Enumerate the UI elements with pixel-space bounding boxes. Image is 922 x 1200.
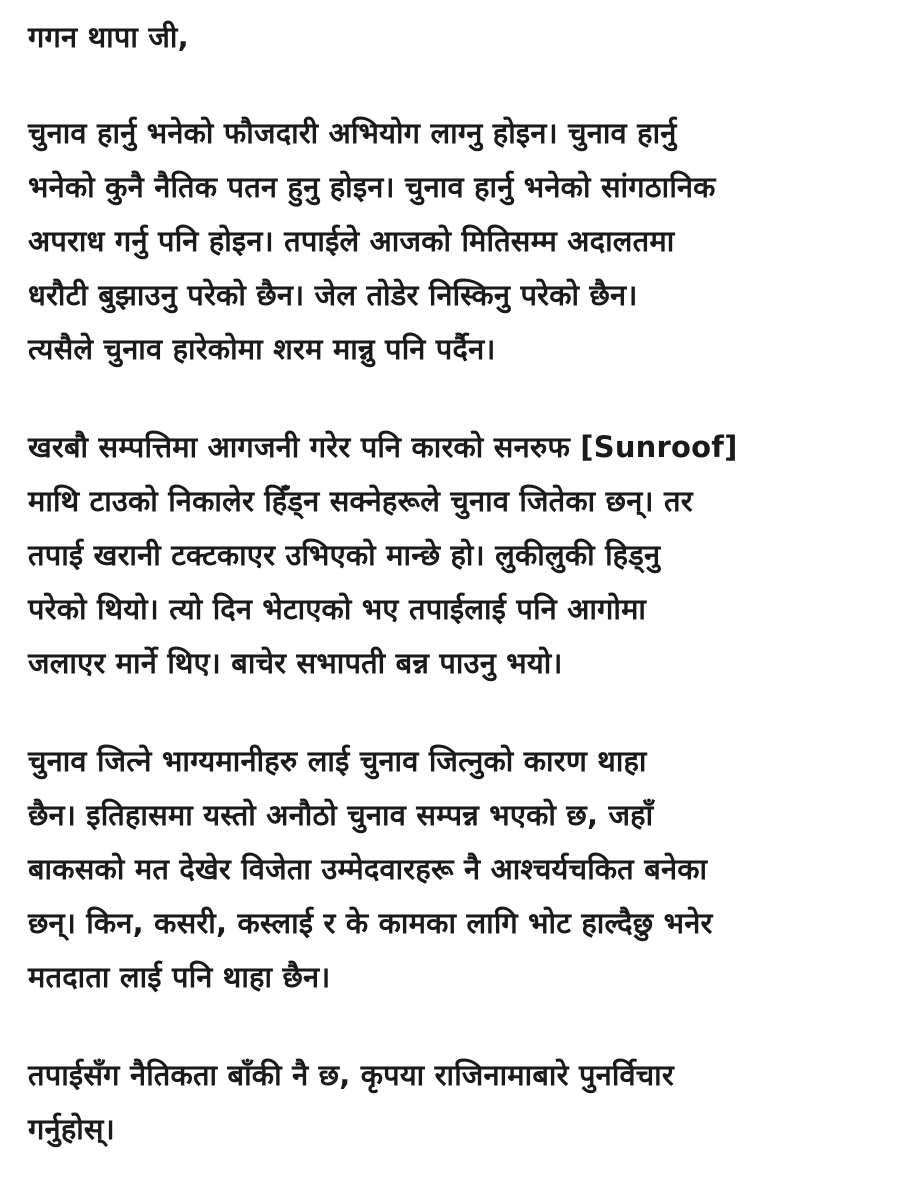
paragraph-spacer bbox=[28, 376, 908, 420]
paragraph-line: माथि टाउको निकालेर हिँड्न सक्नेहरूले चुनाव जितेका छन्। तर bbox=[28, 484, 693, 518]
letter-document bbox=[28, 10, 908, 1156]
paragraph-line: धरौटी बुझाउनु परेको छैन। जेल तोडेर निस्किनु परेको छैन। bbox=[28, 278, 638, 312]
paragraph-3 bbox=[28, 734, 908, 1004]
paragraph-1 bbox=[28, 106, 908, 376]
paragraph-line: परेको थियो। त्यो दिन भेटाएको भए तपाईलाई पनि आगोमा bbox=[28, 592, 647, 626]
paragraph-spacer bbox=[28, 690, 908, 734]
paragraph-line: चुनाव हार्नु भनेको फौजदारी अभियोग लाग्नु होइन। चुनाव हार्नु bbox=[28, 116, 677, 150]
paragraph-line: अपराध गर्नु पनि होइन। तपाईले आजको मितिसम्म अदालतमा bbox=[28, 224, 675, 258]
paragraph-line: मतदाता लाई पनि थाहा छैन। bbox=[28, 960, 331, 994]
paragraph-line: तपाई खरानी टक्टकाएर उभिएको मान्छे हो। लुकीलुकी हिड्नु bbox=[28, 538, 661, 572]
paragraph-line: जलाएर मार्ने थिए। बाचेर सभापती बन्न पाउनु भयो। bbox=[28, 646, 563, 680]
paragraph-line: चुनाव जित्ने भाग्यमानीहरु लाई चुनाव जित्नुको कारण थाहा bbox=[28, 744, 647, 778]
paragraph-spacer bbox=[28, 64, 908, 106]
paragraph-line: गर्नुहोस्। bbox=[28, 1112, 115, 1146]
paragraph-line: छन्। किन, कसरी, कस्लाई र के कामका लागि भोट हाल्दैछु भनेर bbox=[28, 906, 713, 940]
paragraph-2 bbox=[28, 420, 908, 690]
paragraph-line: बाकसको मत देखेर विजेता उम्मेदवारहरू नै आश्चर्यचकित बनेका bbox=[28, 852, 708, 886]
salutation: गगन थापा जी, bbox=[28, 20, 189, 54]
paragraph-line: छैन। इतिहासमा यस्तो अनौठो चुनाव सम्पन्न भएको छ, जहाँ bbox=[28, 798, 654, 832]
paragraph-line: खरबौ सम्पत्तिमा आगजनी गरेर पनि कारको सनरुफ [Sunroof] bbox=[28, 430, 738, 464]
paragraph-line: त्यसैले चुनाव हारेकोमा शरम मान्नु पनि पर्दैन। bbox=[28, 332, 496, 366]
paragraph-spacer bbox=[28, 1004, 908, 1048]
paragraph-4 bbox=[28, 1048, 908, 1156]
paragraph-line: भनेको कुनै नैतिक पतन हुनु होइन। चुनाव हार्नु भनेको सांगठानिक bbox=[28, 170, 716, 204]
paragraph-line: तपाईसँग नैतिकता बाँकी नै छ, कृपया राजिनामाबारे पुनर्विचार bbox=[28, 1058, 674, 1092]
